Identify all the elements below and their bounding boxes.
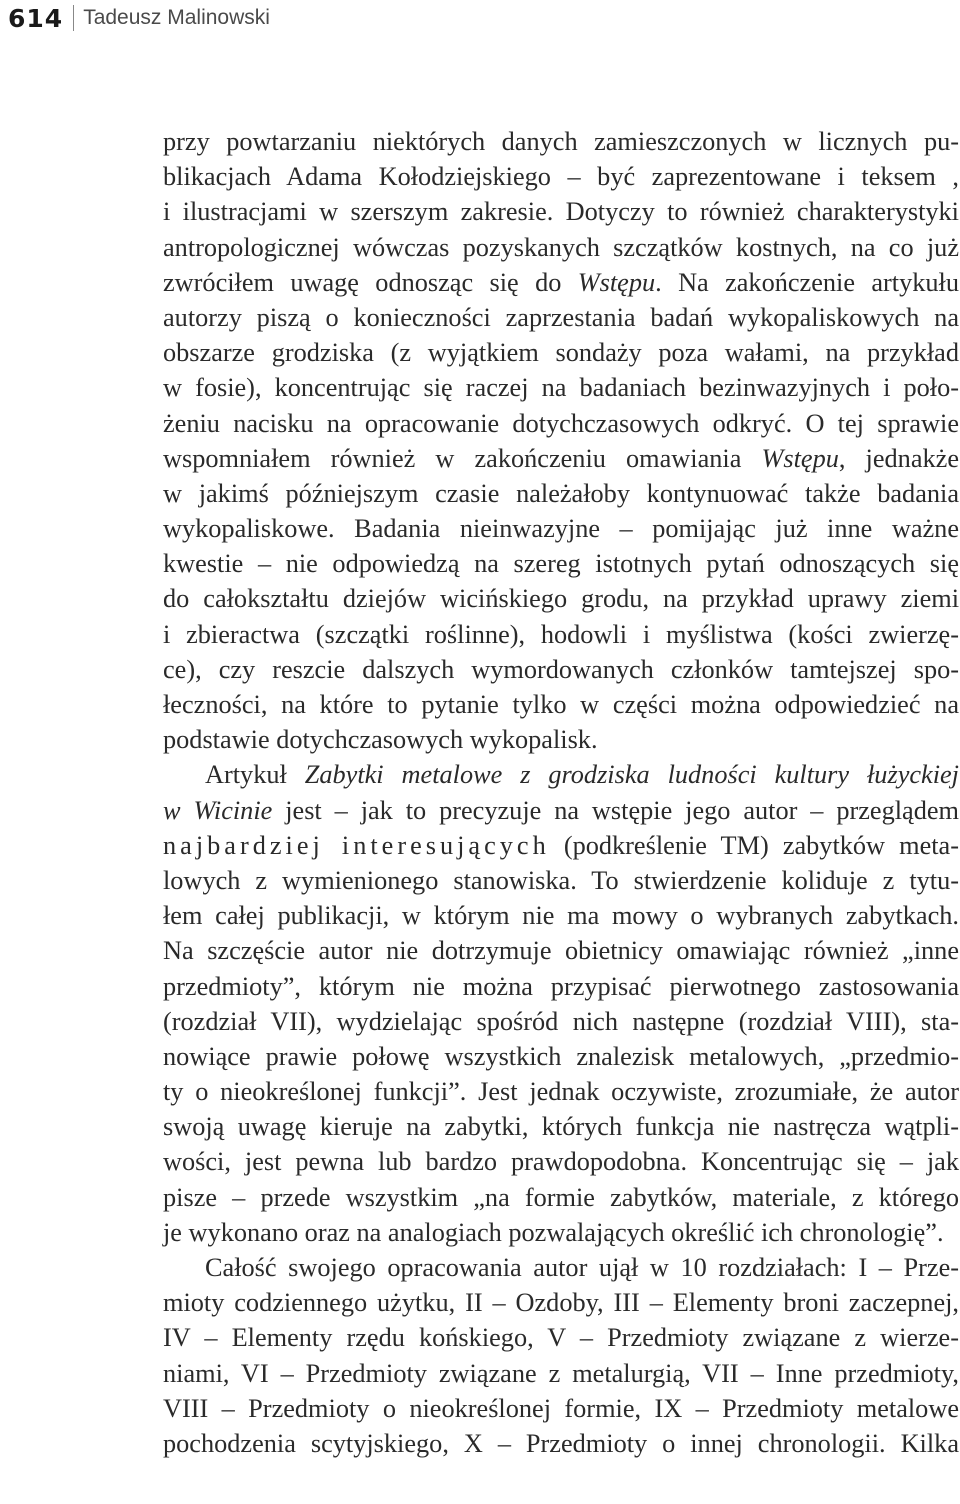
text-span: nowiące prawie połowę wszystkich znalezisk metalowych, „przedmio- (163, 1041, 959, 1071)
text-span: przy powtarzaniu niektórych danych zamieszczonych w licznych pu- (163, 127, 959, 156)
text-span: Na szczęście autor nie dotrzymuje obietnicy omawiając również „inne (163, 936, 959, 966)
text-span: (podkreślenie TM) zabytków meta- (549, 830, 959, 860)
text-line (163, 652, 959, 687)
text-line (163, 265, 959, 300)
text-span: łem całej publikacji, w którym nie ma mowy o wybranych zabytkach. (163, 901, 959, 931)
text-line (163, 1074, 959, 1109)
text-span: i zbieractwa (szczątki roślinne), hodowli i myślistwa (kości zwierzę- (163, 619, 959, 649)
running-header (8, 4, 270, 32)
text-line (163, 1215, 959, 1250)
page-number: 614 (8, 3, 64, 33)
text-line (163, 687, 959, 722)
text-line (163, 1320, 959, 1355)
text-span: lowych z wymienionego stanowiska. To stwierdzenie koliduje z tytu- (163, 865, 959, 895)
text-line (163, 933, 959, 968)
text-line (163, 757, 959, 792)
italic-text-span: w Wicinie (163, 795, 273, 825)
text-line (163, 300, 959, 335)
header-divider (73, 5, 74, 31)
italic-text-span: Zabytki metalowe z grodziska ludności kultury łużyckiej (304, 760, 959, 790)
text-line (163, 581, 959, 616)
text-line (163, 617, 959, 652)
text-line (163, 863, 959, 898)
text-line (163, 1144, 959, 1179)
text-line (163, 511, 959, 546)
text-span: podstawie dotychczasowych wykopalisk. (163, 725, 598, 755)
text-span: wości, jest pewna lub bardzo prawdopodobna. Koncentrując się – jak (163, 1147, 959, 1177)
text-span: wykopaliskowe. Badania nieinwazyjne – pomijając już inne ważne (163, 514, 959, 544)
text-span: VIII – Przedmioty o nieokreślonej formie, IX – Przedmioty metalowe (163, 1393, 959, 1423)
text-line (163, 546, 959, 581)
text-line (163, 898, 959, 933)
text-line (163, 335, 959, 370)
text-line (163, 1426, 959, 1461)
text-span: Artykuł (205, 760, 305, 790)
text-line (163, 159, 959, 194)
text-span: wspomniałem również w zakończeniu omawiania (163, 443, 762, 473)
text-line (163, 1180, 959, 1215)
text-span: do całokształtu dziejów wicińskiego grodu, na przykład uprawy ziemi (163, 584, 959, 614)
running-author: Tadeusz Malinowski (83, 6, 270, 29)
text-span: żeniu nacisku na opracowanie dotychczasowych odkryć. O tej sprawie (163, 408, 959, 438)
spaced-emphasis-span: najbardziej interesujących (163, 830, 550, 860)
text-line (163, 476, 959, 511)
body-text (163, 124, 959, 1461)
text-line (163, 441, 959, 476)
text-line (163, 1391, 959, 1426)
text-line (163, 194, 959, 229)
text-span: mioty codziennego użytku, II – Ozdoby, III – Elementy broni zaczepnej, (163, 1288, 959, 1318)
text-line (163, 1004, 959, 1039)
text-span: blikacjach Adama Kołodziejskiego – być zaprezentowane i teksem , (163, 162, 959, 192)
text-line (163, 1356, 959, 1391)
text-span: swoją uwagę kieruje na zabytki, których funkcja nie nastręcza wątpli- (163, 1112, 959, 1142)
text-line (163, 969, 959, 1004)
text-line (163, 1285, 959, 1320)
text-span: IV – Elementy rzędu końskiego, V – Przedmioty związane z wierze- (163, 1323, 959, 1353)
text-span: ty o nieokreślonej funkcji”. Jest jednak oczywiste, zrozumiałe, że autor (163, 1077, 959, 1107)
text-span: niami, VI – Przedmioty związane z metalurgią, VII – Inne przedmioty, (163, 1358, 959, 1388)
text-line (163, 406, 959, 441)
text-span: pochodzenia scytyjskiego, X – Przedmioty o innej chronologii. Kilka (163, 1428, 959, 1458)
text-span: w jakimś późniejszym czasie należałoby kontynuować także badania (163, 478, 959, 508)
text-line (163, 793, 959, 828)
italic-text-span: Wstępu (761, 443, 839, 473)
text-span: przedmioty”, którym nie można przypisać pierwotnego zastosowania (163, 971, 959, 1001)
text-span: Całość swojego opracowania autor ujął w 10 rozdziałach: I – Prze- (205, 1253, 959, 1282)
text-line (163, 828, 959, 863)
text-span: , jednakże (838, 443, 959, 473)
text-line (163, 722, 959, 757)
text-span: je wykonano oraz na analogiach pozwalających określić ich chronologię”. (163, 1217, 944, 1247)
text-span: obszarze grodziska (z wyjątkiem sondaży poza wałami, na przykład (163, 338, 959, 368)
text-span: ce), czy reszcie dalszych wymordowanych członków tamtejszej spo- (163, 654, 959, 684)
text-span: . Na zakończenie artykułu (655, 267, 959, 297)
text-span: w fosie), koncentrując się raczej na badaniach bezinwazyjnych i poło- (163, 373, 959, 403)
text-span: pisze – przede wszystkim „na formie zabytków, materiale, z którego (163, 1182, 959, 1212)
text-line (163, 1039, 959, 1074)
text-line (163, 1250, 959, 1285)
text-span: i ilustracjami w szerszym zakresie. Dotyczy to również charakterystyki (163, 197, 959, 227)
text-line (163, 230, 959, 265)
text-span: jest – jak to precyzuje na wstępie jego autor – przeglądem (272, 795, 959, 825)
text-span: kwestie – nie odpowiedzą na szereg istotnych pytań odnoszących się (163, 549, 959, 579)
text-line (163, 124, 959, 159)
italic-text-span: Wstępu (577, 267, 656, 297)
text-line (163, 370, 959, 405)
text-span: autorzy piszą o konieczności zaprzestania badań wykopaliskowych na (163, 302, 959, 332)
text-span: (rozdział VII), wydzielając spośród nich następne (rozdział VIII), sta- (163, 1006, 959, 1036)
text-span: antropologicznej wówczas pozyskanych szczątków kostnych, na co już (163, 232, 959, 262)
text-line (163, 1109, 959, 1144)
text-span: łeczności, na które to pytanie tylko w części można odpowiedzieć na (163, 690, 959, 719)
text-span: zwróciłem uwagę odnosząc się do (163, 267, 578, 297)
